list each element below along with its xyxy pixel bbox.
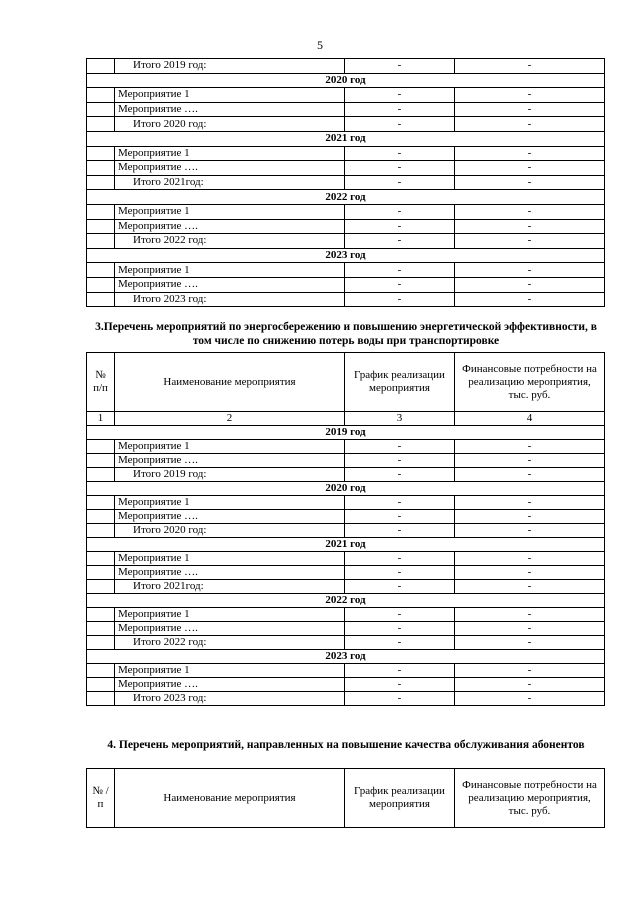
table-cell-dash: - (455, 277, 605, 292)
table-row (87, 566, 605, 580)
table-cell-dash: - (455, 88, 605, 103)
table-cell: Мероприятие …. (115, 566, 345, 580)
table-cell-dash: - (455, 524, 605, 538)
table-cell-dash: - (455, 454, 605, 468)
table-cell-dash: - (455, 510, 605, 524)
table-cell (87, 454, 115, 468)
table-cell-dash: - (345, 59, 455, 74)
section-4-title: 4. Перечень мероприятий, направленных на повышение качества обслуживания абонентов (107, 739, 585, 751)
table-row (87, 496, 605, 510)
col-header-schedule: График реализации мероприятия (345, 769, 455, 828)
table-row (87, 692, 605, 706)
table-cell-dash: - (345, 608, 455, 622)
page-number: 5 (317, 38, 323, 52)
col-header-num: № п/п (87, 353, 115, 412)
table-cell-dash: - (455, 292, 605, 307)
section-3-title: 3.Перечень мероприятий по энергосбережению и повышению энергетической эффективности, в том числе по снижению потерь воды при транспортировке (95, 321, 597, 347)
table-cell-dash: - (455, 440, 605, 454)
table-cell (87, 234, 115, 249)
table-row (87, 636, 605, 650)
header-row (87, 769, 605, 828)
table-row (87, 524, 605, 538)
table-cell-dash: - (345, 580, 455, 594)
table-cell: Мероприятие …. (115, 622, 345, 636)
table-cell-dash: - (345, 175, 455, 190)
table-cell: Итого 2023 год: (115, 292, 345, 307)
table-cell-dash: - (455, 608, 605, 622)
table-cell: 2022 год (87, 190, 605, 205)
table-cell (87, 88, 115, 103)
table-cell: Мероприятие …. (115, 454, 345, 468)
table-cell: Мероприятие 1 (115, 608, 345, 622)
table-cell-dash: - (455, 496, 605, 510)
table-cell (87, 496, 115, 510)
table-cell (87, 622, 115, 636)
table-row (87, 146, 605, 161)
year-row (87, 538, 605, 552)
table-cell (87, 510, 115, 524)
table-row (87, 468, 605, 482)
table-cell-dash: - (345, 102, 455, 117)
table-cell: Итого 2020 год: (115, 524, 345, 538)
table-row (87, 263, 605, 278)
table-cell-dash: - (455, 636, 605, 650)
table-row (87, 88, 605, 103)
table-cell-dash: - (455, 234, 605, 249)
col-numbers-row (87, 412, 605, 426)
table-row (87, 292, 605, 307)
year-row (87, 131, 605, 146)
table-cell-dash: - (345, 664, 455, 678)
table-cell: Мероприятие …. (115, 161, 345, 176)
year-row (87, 650, 605, 664)
table-cell-dash: - (455, 161, 605, 176)
table-row (87, 277, 605, 292)
table-cell: 2020 год (87, 482, 605, 496)
table-cell: Мероприятие 1 (115, 146, 345, 161)
table-cell: 2019 год (87, 426, 605, 440)
table-cell-dash: - (345, 219, 455, 234)
table-cell: 2020 год (87, 73, 605, 88)
col-header-name: Наименование мероприятия (115, 353, 345, 412)
table-cell-dash: - (455, 146, 605, 161)
table-cell: 2021 год (87, 538, 605, 552)
table-cell-dash: - (345, 88, 455, 103)
table-cell-dash: - (345, 636, 455, 650)
table-cell: Мероприятие 1 (115, 88, 345, 103)
table-cell (87, 204, 115, 219)
table-cell (87, 277, 115, 292)
section-3-table (86, 352, 605, 706)
table-cell: Итого 2022 год: (115, 636, 345, 650)
table-cell: Итого 2021год: (115, 175, 345, 190)
table-cell-dash: - (345, 263, 455, 278)
table-row (87, 608, 605, 622)
table-cell (87, 440, 115, 454)
table-cell: 2022 год (87, 594, 605, 608)
year-row (87, 190, 605, 205)
table-cell-dash: - (345, 692, 455, 706)
table-cell: Итого 2022 год: (115, 234, 345, 249)
col-header-name: Наименование мероприятия (115, 769, 345, 828)
table-cell: 2023 год (87, 248, 605, 263)
table-cell: Мероприятие …. (115, 678, 345, 692)
table-cell (87, 608, 115, 622)
table-row (87, 204, 605, 219)
table-cell (87, 161, 115, 176)
table-cell-dash: - (455, 622, 605, 636)
table-cell: 3 (345, 412, 455, 426)
table-cell-dash: - (455, 678, 605, 692)
table-cell-dash: - (455, 59, 605, 74)
table-cell: Итого 2020 год: (115, 117, 345, 132)
table-cell-dash: - (455, 175, 605, 190)
table-cell (87, 175, 115, 190)
table-cell: Итого 2021год: (115, 580, 345, 594)
table-cell-dash: - (345, 510, 455, 524)
table-cell-dash: - (345, 440, 455, 454)
table-cell-dash: - (345, 204, 455, 219)
table-cell-dash: - (455, 580, 605, 594)
table-cell: Мероприятие 1 (115, 204, 345, 219)
table-cell: Мероприятие 1 (115, 552, 345, 566)
table-cell-dash: - (455, 664, 605, 678)
table-cell: 2023 год (87, 650, 605, 664)
table-row (87, 117, 605, 132)
table-cell-dash: - (345, 277, 455, 292)
table-row (87, 175, 605, 190)
table-cell-dash: - (345, 161, 455, 176)
year-row (87, 594, 605, 608)
table-cell: Мероприятие …. (115, 277, 345, 292)
col-header-num: № /п (87, 769, 115, 828)
table-row (87, 622, 605, 636)
section-4-table (86, 768, 605, 828)
table-cell: 4 (455, 412, 605, 426)
table-row (87, 59, 605, 74)
table-cell (87, 263, 115, 278)
table-cell-dash: - (345, 146, 455, 161)
table-cell-dash: - (345, 622, 455, 636)
table-cell (87, 468, 115, 482)
table-cell: Мероприятие …. (115, 102, 345, 117)
table-row (87, 678, 605, 692)
table-cell: Мероприятие …. (115, 219, 345, 234)
table-cell (87, 692, 115, 706)
table-row (87, 440, 605, 454)
table-cell (87, 664, 115, 678)
table-cell (87, 552, 115, 566)
table-row (87, 102, 605, 117)
total-row-label: Итого 2019 год: (115, 59, 345, 74)
year-row (87, 248, 605, 263)
table-cell: Мероприятие 1 (115, 496, 345, 510)
table-cell-dash: - (455, 117, 605, 132)
table-row (87, 454, 605, 468)
header-row (87, 353, 605, 412)
table-row (87, 664, 605, 678)
table-cell: Мероприятие 1 (115, 440, 345, 454)
table-cell-dash: - (455, 102, 605, 117)
table-cell (87, 219, 115, 234)
table-cell-dash: - (455, 219, 605, 234)
col-header-finance: Финансовые потребности на реализацию мероприятия, тыс. руб. (455, 769, 605, 828)
table-cell: Мероприятие 1 (115, 263, 345, 278)
table-cell-dash: - (345, 468, 455, 482)
table-row (87, 219, 605, 234)
table-cell-dash: - (455, 566, 605, 580)
table-cell-dash: - (455, 263, 605, 278)
col-header-finance: Финансовые потребности на реализацию мероприятия, тыс. руб. (455, 353, 605, 412)
table-cell: 2 (115, 412, 345, 426)
table-cell: Итого 2019 год: (115, 468, 345, 482)
table-cell (87, 59, 115, 74)
year-row (87, 482, 605, 496)
table-row (87, 234, 605, 249)
table-cell (87, 524, 115, 538)
table-cell (87, 146, 115, 161)
table-cell (87, 580, 115, 594)
table-cell: 1 (87, 412, 115, 426)
table-cell-dash: - (345, 524, 455, 538)
col-header-schedule: График реализации мероприятия (345, 353, 455, 412)
year-row (87, 426, 605, 440)
table-row (87, 552, 605, 566)
table-cell (87, 566, 115, 580)
table-cell: 2021 год (87, 131, 605, 146)
table-cell (87, 117, 115, 132)
table-cell (87, 636, 115, 650)
table-cell-dash: - (455, 552, 605, 566)
table-cell (87, 292, 115, 307)
year-row (87, 73, 605, 88)
table-cell-dash: - (455, 204, 605, 219)
table-cell-dash: - (345, 292, 455, 307)
table-cell-dash: - (455, 468, 605, 482)
table-cell-dash: - (345, 496, 455, 510)
table-cell-dash: - (345, 117, 455, 132)
table-cell-dash: - (345, 566, 455, 580)
table-cell (87, 102, 115, 117)
table-cell: Мероприятие …. (115, 510, 345, 524)
table-row (87, 510, 605, 524)
continued-table (86, 58, 605, 307)
table-cell-dash: - (345, 234, 455, 249)
table-cell (87, 678, 115, 692)
table-cell: Итого 2023 год: (115, 692, 345, 706)
table-cell-dash: - (345, 454, 455, 468)
table-row (87, 161, 605, 176)
table-row (87, 580, 605, 594)
table-cell-dash: - (455, 692, 605, 706)
table-cell-dash: - (345, 678, 455, 692)
table-cell: Мероприятие 1 (115, 664, 345, 678)
table-cell-dash: - (345, 552, 455, 566)
